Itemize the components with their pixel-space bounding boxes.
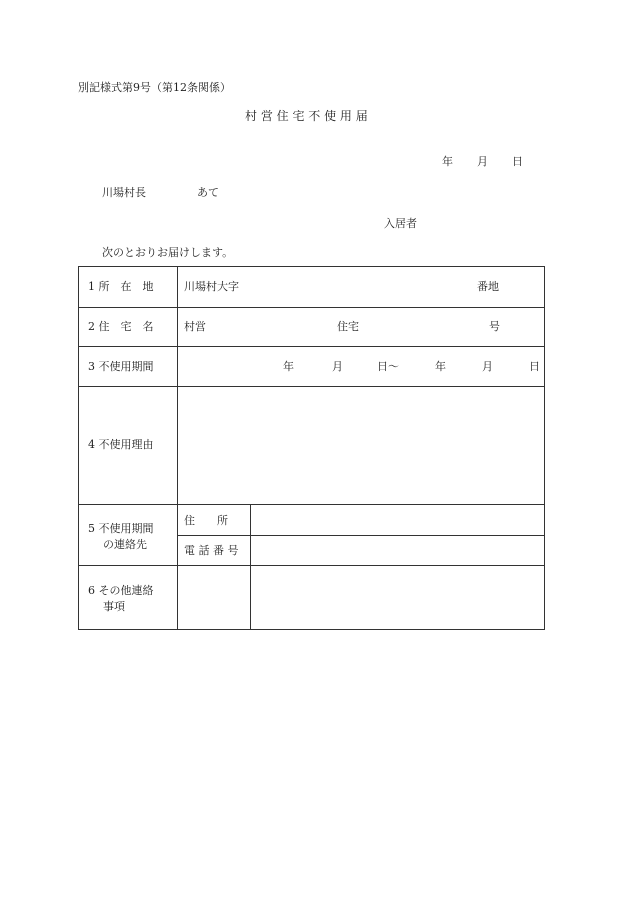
- intro-text: 次のとおりお届けします。: [102, 246, 234, 259]
- contact-phone-input[interactable]: [252, 537, 543, 564]
- contact-address-input[interactable]: [252, 506, 543, 534]
- applicant-label: 入居者: [384, 217, 417, 230]
- period-to-month: 月: [482, 360, 493, 373]
- period-from-month: 月: [332, 360, 343, 373]
- other-input-right[interactable]: [252, 567, 543, 627]
- period-to-year: 年: [435, 360, 446, 373]
- contact-address-label: 住 所: [184, 514, 228, 527]
- contact-label-line2: の連絡先: [103, 538, 147, 551]
- reason-input[interactable]: [179, 388, 543, 502]
- date-year-label: 年: [442, 155, 453, 168]
- other-label-line1: 6 その他連絡: [88, 584, 154, 597]
- housing-label: 2 住 宅 名: [88, 320, 154, 333]
- contact-phone-label: 電 話 番 号: [184, 544, 239, 557]
- location-suffix: 番地: [477, 280, 499, 293]
- location-prefix: 川場村大字: [184, 280, 239, 293]
- location-input[interactable]: [244, 271, 474, 303]
- other-input-left[interactable]: [179, 567, 249, 627]
- form-number: 別記様式第9号（第12条関係）: [78, 81, 231, 94]
- period-to-day: 日: [529, 360, 540, 373]
- reason-label: 4 不使用理由: [88, 438, 154, 451]
- housing-number-input[interactable]: [369, 311, 484, 343]
- housing-suffix: 号: [489, 320, 500, 333]
- period-label: 3 不使用期間: [88, 360, 154, 373]
- date-month-label: 月: [477, 155, 488, 168]
- housing-middle: 住宅: [337, 320, 359, 333]
- period-from-year: 年: [283, 360, 294, 373]
- addressee-suffix: あて: [197, 186, 219, 199]
- housing-name-input[interactable]: [214, 311, 334, 343]
- form-title: 村 営 住 宅 不 使 用 届: [245, 109, 368, 123]
- period-from-day: 日〜: [377, 360, 399, 373]
- date-day-label: 日: [512, 155, 523, 168]
- addressee-name: 川場村長: [102, 186, 146, 199]
- form-table: [78, 266, 545, 630]
- contact-label-line1: 5 不使用期間: [88, 522, 154, 535]
- location-label: 1 所 在 地: [88, 280, 154, 293]
- other-label-line2: 事項: [103, 600, 125, 613]
- housing-prefix: 村営: [184, 320, 206, 333]
